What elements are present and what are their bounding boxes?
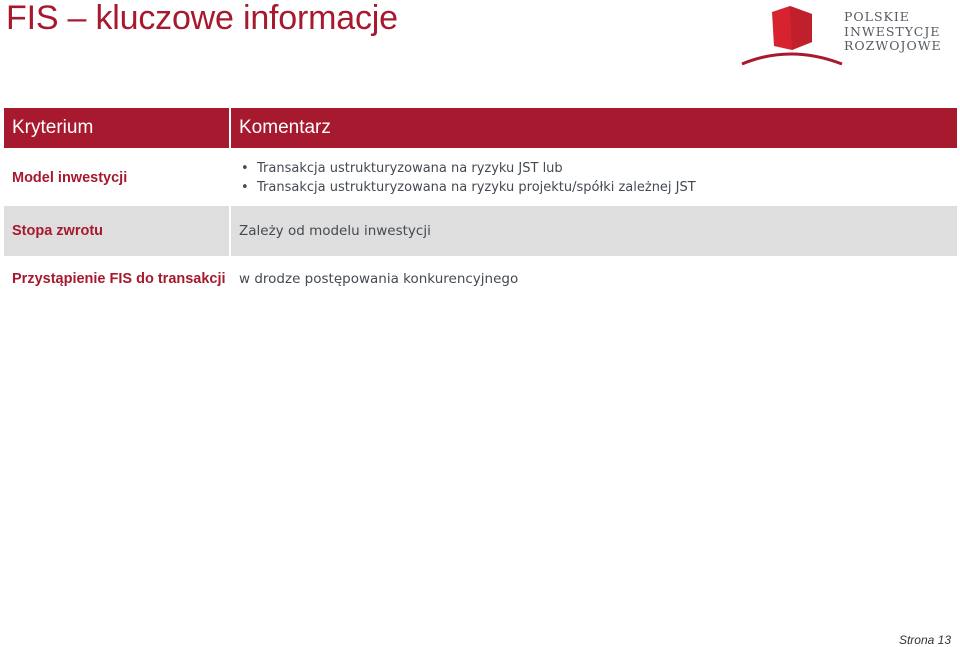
header-comment: Komentarz <box>231 108 957 148</box>
row-comment: w drodze postępowania konkurencyjnego <box>239 271 519 287</box>
logo-line-3: ROZWOJOWE <box>844 38 942 53</box>
list-item: • Transakcja ustrukturyzowana na ryzyku projektu/spółki zależnej JST <box>239 178 696 197</box>
logo-line-1: POLSKIE <box>844 9 910 24</box>
criteria-table <box>4 108 957 302</box>
logo-line-2: INWESTYCJE <box>844 23 941 39</box>
company-logo <box>740 4 940 68</box>
page-title: FIS – kluczowe informacje <box>6 0 398 37</box>
table-row <box>4 150 957 206</box>
header-criterion: Kryterium <box>4 108 231 148</box>
list-item: • Transakcja ustrukturyzowana na ryzyku JST lub <box>239 159 696 178</box>
row-comment <box>231 150 957 206</box>
bullet-list <box>239 159 696 197</box>
table-row <box>4 206 957 256</box>
page-number: Strona 13 <box>898 633 951 647</box>
row-label: Stopa zwrotu <box>4 206 231 256</box>
pir-logo-icon <box>740 4 844 68</box>
row-label: Model inwestycji <box>12 170 128 186</box>
table-row <box>4 256 957 302</box>
table-header-row <box>4 108 957 148</box>
row-comment: Zależy od modelu inwestycji <box>239 223 431 239</box>
row-label: Przystąpienie FIS do transakcji <box>12 271 226 287</box>
logo-wordmark <box>844 10 942 54</box>
